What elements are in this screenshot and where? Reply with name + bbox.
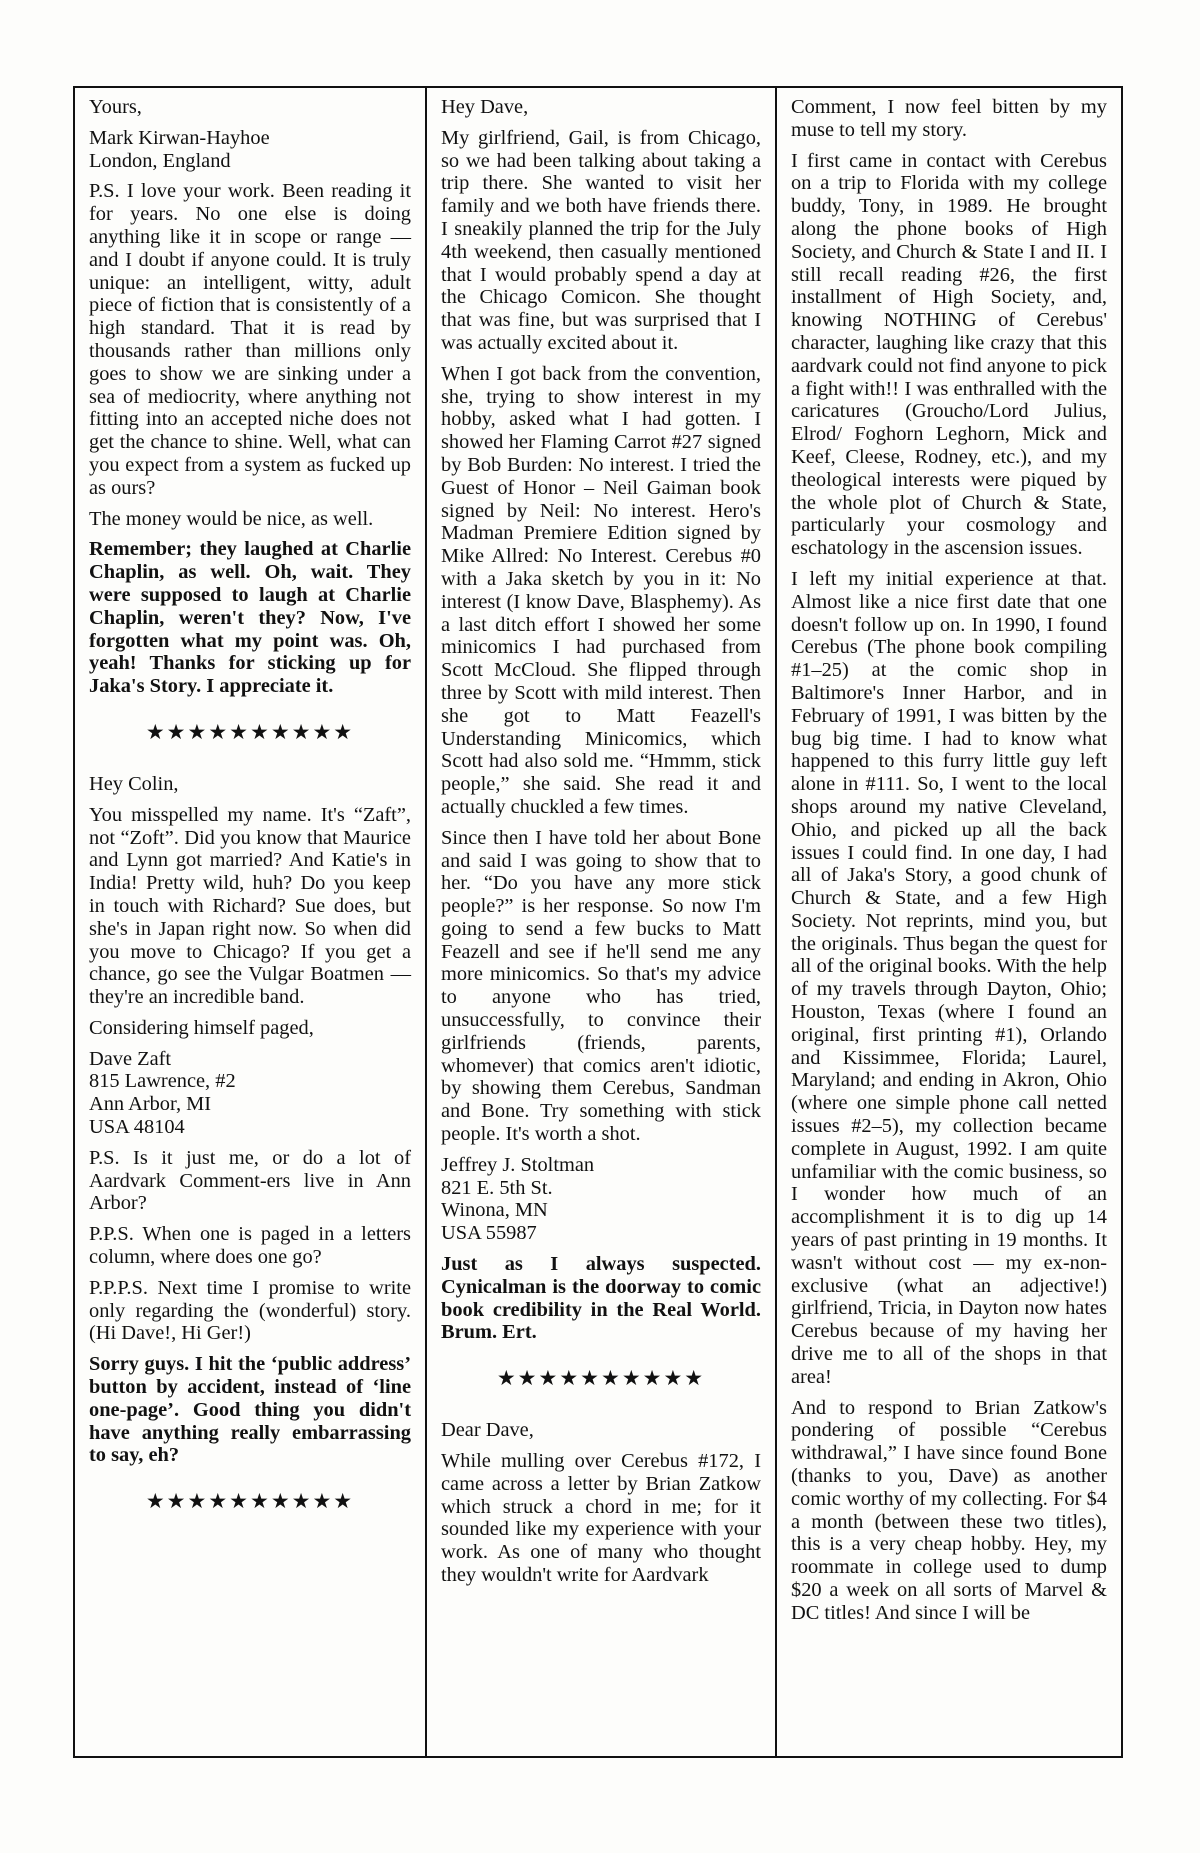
paragraph: I left my initial experience at that. Almost like a nice first date that one doesn't follow up on. In 1990, I found Cerebus (The phone book compiling #1–25) at the comic shop in Baltimore's Inner Harbor, and in February of 1991, I was bitten by the bug big time. I had to know what happened to this furry little guy left alone in #111. So, I went to the local shops around my native Cleveland, Ohio, and picked up all the back issues I could find. In one day, I had all of Jaka's Story, a good chunk of Church & State, and a few High Society. Not reprints, mind you, but the originals. Thus began the quest for all of the original books. With the help of my travels through Dayton, Ohio; Houston, Texas (where I found an original, first printing #1), Orlando and Kissimmee, Florida; Laurel, Maryland; and ending in Akron, Ohio (where one simple phone call netted issues #2–5), my collection became complete in August, 1992. I am quite unfamiliar with the comic business, so I wonder how much of an accomplishment it is to dig up 14 years of past printing in 19 months. It wasn't without cost — my ex-non-exclusive (what an adjective!) girlfriend, Tricia, in Dayton now hates Cerebus because of my having her drive me to all of the shops in that area! — [791, 567, 1107, 1388]
paragraph: P.S. I love your work. Been reading it for years. No one else is doing anything like it in scope or range — and I doubt if anyone could. It is truly unique: an intelligent, witty, adult piece of fiction that is consistently of a high standard. That it is read by thousands rather than millions only goes to show we are sinking under a sea of mediocrity, where anything not fitting into an accepted niche does not get the chance to shine. Well, what can you expect from a system as fucked up as ours? — [89, 180, 411, 499]
text-line: Ann Arbor, MI — [89, 1093, 212, 1116]
paragraph: P.P.P.S. Next time I promise to write only regarding the (wonderful) story. (Hi Dave!, Hi Ger!) — [89, 1276, 411, 1345]
editor-reply: Sorry guys. I hit the ‘public address’ button by accident, instead of ‘line one-page’. Good thing you didn't have anything really embarrassing to say, eh? — [89, 1353, 411, 1467]
text-line: London, England — [89, 149, 231, 172]
paragraph: And to respond to Brian Zatkow's pondering of possible “Cerebus withdrawal,” I have since found Bone (thanks to you, Dave) as another comic worthy of my collecting. For $4 a month (between these two titles), this is a very cheap hobby. Hey, my roommate in college used to dump $20 a week on all sorts of Marvel & DC titles! And since I will be — [791, 1396, 1107, 1624]
paragraph: The money would be nice, as well. — [89, 507, 374, 530]
paragraph: You misspelled my name. It's “Zaft”, not “Zoft”. Did you know that Maurice and Lynn got married? And Katie's in India! Pretty wild, huh? Do you keep in touch with Richard? Sue does, but she's in Japan right now. So when did you move to Chicago? If you get a chance, go see the Vulgar Boatmen — they're an incredible band. — [89, 803, 411, 1009]
text-block — [89, 96, 411, 119]
star-divider: ★★★★★★★★★★ — [496, 1366, 706, 1391]
paragraph: I first came in contact with Cerebus on a trip to Florida with my college buddy, Tony, in 1989. He brought along the phone books of High Society, and Church & State I and II. I still recall reading #26, the first installment of High Society, and, knowing NOTHING of Cerebus' character, laughing like crazy that this aardvark could not find anyone to pick a fight with!! I was enthralled with the caricatures (Groucho/Lord Julius, Elrod/ Foghorn Leghorn, Mick and Keef, Cleese, Rodney, etc.), and my theological interests were piqued by the whole plot of Church & State, particularly your cosmology and eschatology in the ascension issues. — [791, 149, 1107, 560]
letters-page — [73, 86, 1123, 1758]
editor-reply: Just as I always suspected. Cynicalman is the doorway to comic book credibility in the Real World. Brum. Ert. — [441, 1253, 761, 1344]
paragraph: While mulling over Cerebus #172, I came across a letter by Brian Zatkow which struck a chord in me; for it sounded like my experience with your work. As one of many who thought they wouldn't write for Aardvark — [441, 1450, 761, 1587]
column-2 — [427, 88, 777, 1756]
paragraph: Since then I have told her about Bone and said I was going to show that to her. “Do you have any more stick people?” is her response. So now I'm going to send a few bucks to Matt Feazell and see if he'll send me any more minicomics. So that's my advice to anyone who has tried, unsuccessfully, to convince their girlfriends (friends, parents, whomever) that comics aren't idiotic, by showing them Cerebus, Sandman and Bone. Try something with stick people. It's worth a shot. — [441, 826, 761, 1146]
text-line: Dave Zaft — [89, 1047, 172, 1070]
text-block — [441, 96, 761, 119]
text-block — [89, 773, 411, 796]
text-line: Yours, — [89, 96, 142, 118]
text-line: 815 Lawrence, #2 — [89, 1070, 236, 1093]
paragraph: P.P.S. When one is paged in a letters column, where does one go? — [89, 1223, 411, 1269]
column-1 — [75, 88, 427, 1756]
text-block — [441, 1419, 761, 1442]
text-line: USA 48104 — [89, 1116, 185, 1139]
star-divider: ★★★★★★★★★★ — [145, 719, 355, 744]
paragraph: When I got back from the convention, she, trying to show interest in my hobby, asked what I had gotten. I showed her Flaming Carrot #27 signed by Bob Burden: No interest. I tried the Guest of Honor – Neil Gaiman book signed by Neil: No interest. Hero's Madman Premiere Edition signed by Mike Allred: No Interest. Cerebus #0 with a Jaka sketch by you in it: No interest (I know Dave, Blasphemy). As a last ditch effort I showed her some minicomics I had purchased from Scott McCloud. She flipped through three by Scott with mild interest. Then she got to Matt Feazell's Understanding Minicomics, which Scott had also sold me. “Hmmm, stick people,” she said. She read it and actually chuckled a few times. — [441, 362, 761, 818]
text-line: Dear Dave, — [441, 1419, 534, 1442]
text-line: Hey Colin, — [89, 772, 179, 795]
text-block — [441, 1154, 761, 1245]
editor-reply: Remember; they laughed at Charlie Chaplin, as well. Oh, wait. They were supposed to laugh at Charlie Chaplin, weren't they? Now, I've forgotten what my point was. Oh, yeah! Thanks for sticking up for Jaka's Story. I appreciate it. — [89, 538, 411, 698]
paragraph: Comment, I now feel bitten by my muse to tell my story. — [791, 96, 1107, 141]
text-line: Winona, MN — [441, 1199, 548, 1222]
star-divider: ★★★★★★★★★★ — [145, 1489, 355, 1514]
column-3 — [777, 88, 1121, 1756]
text-line: USA 55987 — [441, 1222, 537, 1245]
text-line: Mark Kirwan-Hayhoe — [89, 126, 270, 149]
paragraph: My girlfriend, Gail, is from Chicago, so we had been talking about taking a trip there. She wanted to visit her family and we both have friends there. I sneakily planned the trip for the July 4th weekend, then casually mentioned that I would probably spend a day at the Chicago Comicon. She thought that was fine, but was surprised that I was actually excited about it. — [441, 126, 761, 354]
text-block — [89, 1048, 411, 1139]
text-line: Jeffrey J. Stoltman — [441, 1153, 595, 1176]
paragraph: Considering himself paged, — [89, 1016, 314, 1039]
text-line: Hey Dave, — [441, 96, 529, 118]
text-block — [89, 127, 411, 173]
paragraph: P.S. Is it just me, or do a lot of Aardvark Comment-ers live in Ann Arbor? — [89, 1146, 411, 1215]
text-line: 821 E. 5th St. — [441, 1176, 553, 1199]
